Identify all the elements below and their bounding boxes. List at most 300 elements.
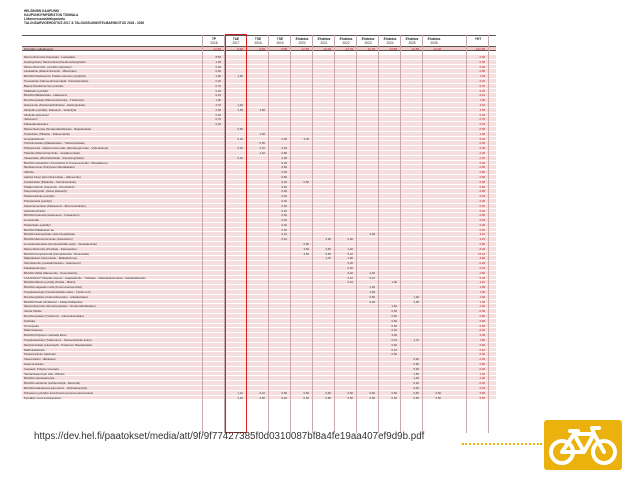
row-total: 0,40	[479, 218, 485, 223]
row-total: 0,50	[479, 126, 485, 131]
row-total: 0,20	[479, 112, 485, 117]
cell-value: 0,20	[215, 122, 221, 127]
row-total: 0,60	[479, 165, 485, 170]
row-total: 0,60	[479, 362, 485, 366]
cell-value: 0,60	[281, 174, 287, 179]
row-label: Baana Munkkiniemen puistotie	[24, 83, 64, 88]
row-total: 0,60	[479, 314, 485, 319]
row-label: Topeliuksenkatu (Nordenskiöldin aukio - Töölön tori)	[24, 290, 91, 295]
row-total: 0,70	[479, 83, 485, 88]
column-header-top: Ehdotus	[317, 37, 331, 41]
cell-value: 0,60	[391, 314, 397, 319]
row-label: Linnanmäki	[24, 218, 39, 223]
cell-value: 0,20	[237, 155, 243, 160]
cell-value: 0,30	[369, 299, 375, 304]
row-label: Huopalahdentie	[24, 136, 45, 141]
row-total: 0,60	[479, 213, 485, 218]
cell-value: 0,60	[281, 184, 287, 189]
row-label: Mannerheimintie (Nordenskiöldinkatu - Reijolankatu)	[24, 126, 92, 131]
row-label: Tukholmankatu (Mäkelänkatu - Tukholmankatu)	[24, 141, 85, 146]
cell-value: 0,50	[369, 390, 375, 395]
gridline	[290, 35, 291, 433]
row-label: Pohjoisranta - Aleksis Kiven katu (Runebergin katu - Viidenkulma)	[24, 146, 109, 151]
cell-value: 0,50	[281, 390, 287, 395]
row-total: 0,40	[479, 194, 485, 199]
row-total: 5,80	[479, 395, 485, 400]
cell-value: 3,50	[303, 246, 309, 251]
cell-value: 0,50	[259, 395, 265, 400]
row-label: BAANA Ilmala (Ilmalantori - Käskynhaltijantie)	[24, 299, 83, 304]
row-total: 5,20	[479, 275, 485, 280]
cell-value: 0,20	[347, 266, 353, 271]
cell-value: 0,40	[413, 366, 419, 371]
row-total: 1,10	[479, 280, 485, 285]
row-label: Vattuniemi	[24, 117, 38, 122]
row-total: 0,50	[479, 55, 485, 59]
row-total: 0,60	[479, 323, 485, 328]
cell-value: 5,10	[369, 275, 375, 280]
cell-value: 1,70	[325, 256, 331, 261]
cell-value: 0,40	[281, 218, 287, 223]
gridline	[246, 35, 247, 433]
row-total: 0,00	[479, 64, 485, 69]
row-label: Mannerheimintie, pyöräilyn järjestelyt	[24, 64, 72, 69]
gridline	[268, 35, 269, 433]
row-total: 0,20	[479, 88, 485, 93]
cell-value: 1,50	[391, 304, 397, 309]
row-total: 0,40	[479, 208, 485, 213]
cell-value: 0,60	[413, 362, 419, 366]
cell-value: 1,70	[413, 338, 419, 343]
cell-value: 0,60	[391, 318, 397, 323]
column-header-top: TSE	[254, 37, 262, 41]
column-header-year: 2023	[364, 41, 372, 45]
row-total: 1,00	[479, 376, 485, 381]
cell-value: 0,20	[237, 136, 243, 141]
row-label: Aleksanterinkatu	[24, 208, 46, 213]
row-label: Ormuspelto	[24, 323, 39, 328]
cell-value: 0,20	[347, 261, 353, 266]
header-line: KAUPUNKIYMPÄRISTÖN TOIMIALA	[24, 13, 79, 17]
summary-row	[22, 46, 496, 51]
cell-value: 0,20	[281, 395, 287, 400]
header-line: TALOUSARVIOEHDOTUS 2017 & TALOUSSUUNNITELMAEHDOTUS 2018 - 2026	[24, 21, 145, 25]
cell-value: 2,70	[259, 146, 265, 151]
cell-value: 0,40	[281, 208, 287, 213]
cell-value: 0,40	[413, 357, 419, 362]
row-label: Vanha Talvitie	[24, 309, 42, 314]
summary-value: 13,80	[389, 47, 397, 51]
cell-value: 0,60	[281, 165, 287, 170]
row-total: 2,80	[479, 270, 485, 275]
row-label: Runeberginkatu (Caloniuksenkatu - Arkadiankatu)	[24, 294, 88, 299]
row-label: Talikkalan pyöräilyt	[24, 88, 49, 93]
cell-value: 0,40	[347, 270, 353, 275]
summary-value: 12,70	[367, 47, 375, 51]
row-label: BAANA Pohjoinen meluaita Eiran	[24, 333, 67, 338]
row-label: Vanhankaupungin silta, Viikintie	[24, 371, 65, 376]
summary-value: 6,60	[237, 47, 243, 51]
row-total: 0,40	[479, 203, 485, 208]
gridline	[356, 35, 357, 433]
summary-value: 12,00	[433, 47, 441, 51]
column-header-year: 2022	[342, 41, 350, 45]
row-label: Tilkantie (Mannerheimintie - Vesijärvenkatu)	[24, 150, 81, 155]
gridline	[466, 35, 467, 433]
cell-value: 0,40	[281, 198, 287, 203]
row-label: Mannerheimintie Kaivokatu - Lasipalatsi	[24, 55, 76, 59]
row-label: BAANA Keskusta (Hakaniemi - Kaisaniemi)	[24, 213, 80, 218]
gridline	[488, 35, 489, 433]
column-header	[291, 37, 313, 45]
row-label: Hämeentie (Nordenskiöldinkatu - Helsinginkatu)	[24, 102, 86, 107]
row-label: BAANA Helsinginkatu viitta (Sepänkatu)	[24, 232, 76, 237]
cell-value: 0,10	[259, 390, 265, 395]
cell-value: 0,50	[303, 390, 309, 395]
row-total: 0,60	[479, 174, 485, 179]
cell-value: 0,80	[303, 242, 309, 247]
cell-value: 4,60	[303, 251, 309, 256]
column-header-year: 2020	[298, 41, 306, 45]
row-total: 0,60	[479, 318, 485, 323]
cell-value: 1,50	[237, 74, 243, 79]
row-label: Linnankoskenkatu (Nordenskiöldin aukio - Sandakerintie)	[24, 242, 98, 247]
column-header-top: Ehdotus	[295, 37, 309, 41]
row-label: Pasilankatu pyöräilyt	[24, 222, 51, 227]
row-label: Topeliuksenkatu (Tullinpuomi - Nordenskiöldin aukio)	[24, 338, 92, 343]
row-label: Pitäjänmäentie (Kaupintie - Ruoholahti)	[24, 184, 75, 189]
cell-value: 2,00	[347, 237, 353, 242]
cell-value: 0,80	[281, 150, 287, 155]
column-header	[379, 37, 401, 45]
column-header-year: 2018	[254, 41, 262, 45]
row-total: 1,00	[479, 98, 485, 103]
cell-value: 1,50	[259, 107, 265, 112]
row-total: 0,60	[479, 170, 485, 175]
summary-label: Pyöräilyn edistäminen	[24, 47, 54, 51]
column-header-top: Ehdotus	[339, 37, 353, 41]
row-label: Mäkelänkatu (Sturenkatu - Mäkelänrinne)	[24, 256, 78, 261]
row-total: 1,50	[479, 294, 485, 299]
row-label: BAANA Malmin pyöräily (Pasila - Malmi)	[24, 280, 76, 285]
row-label: Vaasankatu (Mechelininkatu - Runeberginkatu)	[24, 155, 85, 160]
summary-value: 6,80	[259, 47, 265, 51]
row-total: 0,20	[479, 381, 485, 386]
row-label: Kaisaniemenkatu (Kaisaniemi - Ehrensvärdintie)	[24, 203, 86, 208]
cell-value: 0,50	[413, 395, 419, 400]
column-header	[203, 37, 225, 45]
row-total: 0,60	[479, 69, 485, 74]
cell-value: 0,10	[281, 232, 287, 237]
cell-value: 0,50	[369, 395, 375, 400]
cell-value: 1,00	[391, 280, 397, 285]
cell-value: 2,00	[281, 136, 287, 141]
cell-value: 1,90	[347, 256, 353, 261]
cell-value: 2,70	[215, 102, 221, 107]
row-total: 0,70	[479, 117, 485, 122]
budget-rows	[22, 55, 496, 400]
cell-value: 5,50	[325, 251, 331, 256]
row-label: Kalastajantorppa	[24, 266, 46, 271]
gridline	[378, 35, 379, 433]
row-total: 0,80	[479, 242, 485, 247]
row-total: 0,30	[479, 160, 485, 165]
column-header-top: TAE	[232, 37, 240, 41]
row-label: Mechelininkatu (Länsiväylä - Pohjoinen Rautatiekatu)	[24, 342, 93, 347]
row-total: 0,40	[479, 328, 485, 333]
row-total: 2,20	[479, 155, 485, 160]
gridline	[400, 35, 401, 433]
column-header-top: Ehdotus	[405, 37, 419, 41]
column-header-year: 2017	[232, 41, 240, 45]
row-total: 0,60	[479, 189, 485, 194]
cell-value: 1,00	[215, 98, 221, 103]
row-total: 1,50	[479, 74, 485, 79]
row-label: BAANA Kalasatama (Hermanni - Vanhakaupunki)	[24, 385, 88, 390]
column-header-year: 2019	[276, 41, 284, 45]
cell-value: 0,10	[391, 347, 397, 352]
cell-value: 2,00	[281, 155, 287, 160]
cell-value: 0,40	[391, 328, 397, 333]
cell-value: 0,10	[215, 93, 221, 98]
header-line: Liikennesuunnittelupalvelu	[24, 17, 66, 21]
row-total: 0,50	[479, 309, 485, 314]
summary-value: 6,80	[281, 47, 287, 51]
cell-value: 4,90	[215, 74, 221, 79]
row-label: Malminkartano	[24, 328, 43, 333]
cell-value: 0,80	[325, 395, 331, 400]
row-total: 0,60	[479, 342, 485, 347]
cell-value: 0,60	[215, 69, 221, 74]
cell-value: 0,60	[281, 170, 287, 175]
cell-value: 2,00	[325, 237, 331, 242]
cell-value: 8,50	[215, 55, 221, 59]
column-header	[401, 37, 423, 45]
column-header-top: TP	[211, 37, 217, 41]
cell-value: 0,70	[215, 83, 221, 88]
cell-value: 0,10	[347, 280, 353, 285]
cell-value: 0,50	[347, 390, 353, 395]
row-label: BAANA Mäkelänkatu - Hakaniemi	[24, 93, 68, 98]
cell-value: 5,10	[347, 251, 353, 256]
column-header-top: TSE	[276, 37, 284, 41]
cell-value: 0,10	[281, 237, 287, 242]
cell-value: 0,20	[413, 381, 419, 386]
cell-value: 0,50	[369, 294, 375, 299]
column-header	[313, 37, 335, 45]
cell-value: 0,40	[281, 194, 287, 199]
row-label: Runeberginkatu (Töölöntori - Caloniuksenkatu)	[24, 314, 84, 319]
row-label: Pasilanraitiotie (Helsinki)	[24, 352, 56, 357]
cell-value: 1,30	[259, 131, 265, 136]
row-total: 1,30	[479, 131, 485, 136]
column-header-year: 2024	[386, 41, 394, 45]
cell-value: 0,50	[259, 141, 265, 146]
summary-value: 11,50	[301, 47, 309, 51]
summary-value: 12,00	[323, 47, 331, 51]
column-header	[269, 37, 291, 45]
row-total: 3,60	[479, 256, 485, 261]
summary-value: 11,60	[213, 47, 221, 51]
row-total: 0,40	[479, 198, 485, 203]
column-header-year: 2016	[210, 41, 218, 45]
row-label: Helsinginkatu, Mannerheimintie-Runeberginkatu	[24, 59, 86, 64]
row-total: 3,10	[479, 232, 485, 237]
row-total: 0,40	[479, 385, 485, 390]
row-label: Tuiskukatu (Tilkantie - Rakuunantie)	[24, 131, 71, 136]
cell-value: 0,10	[347, 275, 353, 280]
row-total: 0,10	[479, 93, 485, 98]
column-header	[423, 37, 445, 45]
row-label: Pohjoisen pyöräilyn koordinointi ja pienet parannukset	[24, 390, 94, 395]
row-label: BAANA Pasilanportti, Pasilan aseman ympäristö	[24, 74, 86, 79]
cell-value: 1,90	[369, 290, 375, 295]
summary-value: 121,90	[475, 47, 485, 51]
row-label: Itäväylän järjestelyt	[24, 112, 49, 117]
cell-value: 2,00	[215, 107, 221, 112]
row-total: 4,50	[479, 107, 485, 112]
row-total: 0,90	[479, 179, 485, 184]
gridline	[224, 35, 225, 433]
row-label: Vuosaari, Pohjois-Vuosaari	[24, 366, 59, 371]
row-label: Merikannontie (Pohjoinen Rautatiekatu)	[24, 165, 75, 170]
cell-value: 1,30	[237, 395, 243, 400]
cell-value: 3,30	[391, 333, 397, 338]
row-label: Pasilanraitiotie pyöräilyt	[24, 194, 55, 199]
row-label: BAANA Laajasalon silta (Kruunuvuorenranta)	[24, 285, 82, 290]
cell-value: 0,50	[413, 390, 419, 395]
row-label: Kustaankatu (Pitkäsilta - Sörnäistenkatu)	[24, 179, 77, 184]
column-header-top: YHT	[474, 37, 482, 41]
column-header	[357, 37, 379, 45]
row-label: Aleksis Kiven katu (Sturenkatu - Hämeentie)	[24, 174, 81, 179]
row-label: BAANA Mannerheimintie (Kaisaniemi)	[24, 237, 73, 242]
row-total: 0,60	[479, 184, 485, 189]
cell-value: 0,20	[215, 112, 221, 117]
cell-value: 3,00	[303, 136, 309, 141]
row-total: 0,10	[479, 347, 485, 352]
cell-value: 0,20	[215, 64, 221, 69]
cell-value: 1,00	[215, 59, 221, 64]
cell-value: 0,30	[281, 160, 287, 165]
row-total: 8,20	[479, 246, 485, 251]
row-total: 3,30	[479, 333, 485, 338]
cell-value: 0,50	[391, 352, 397, 357]
row-total: 0,50	[479, 352, 485, 357]
gridline	[202, 35, 203, 433]
row-label: Viikintie	[24, 170, 34, 175]
row-label: Runeberginkatu (Mannerheimintie - Töölöntori)	[24, 98, 84, 103]
cell-value: 0,40	[281, 203, 287, 208]
cell-value: 1,40	[237, 102, 243, 107]
row-total: 6,30	[479, 146, 485, 151]
cell-value: 0,20	[215, 88, 221, 93]
row-label: Mannerheimintie (Runeberginkatu - Nordenskiöldinkatu)	[24, 304, 96, 309]
source-url[interactable]: https://dev.hel.fi/paatokset/media/att/9f/9f77427385f0d0310087bf8a4fe19aa407ef9d9b.pdf	[34, 431, 425, 442]
row-total: 0,40	[479, 366, 485, 371]
row-total: 0,20	[479, 261, 485, 266]
cell-value: 2,40	[369, 270, 375, 275]
cell-value: 1,40	[259, 150, 265, 155]
row-total: 1,80	[479, 338, 485, 343]
row-total: 0,40	[479, 227, 485, 232]
row-total: 1,50	[479, 371, 485, 376]
cell-value: 0,40	[281, 227, 287, 232]
cell-value: 0,70	[215, 117, 221, 122]
row-total: 0,40	[479, 222, 485, 227]
gridline	[334, 35, 335, 433]
row-total: 1,90	[479, 290, 485, 295]
cell-value: 1,00	[413, 376, 419, 381]
row-label: BAANA Pitkäkosken tie	[24, 227, 54, 232]
cell-value: 1,00	[369, 285, 375, 290]
cell-value: 0,50	[391, 309, 397, 314]
document-header	[24, 9, 324, 25]
summary-value: 12,70	[345, 47, 353, 51]
row-label: Laukaantie (Ratsumiehentie - Mikonkatu)	[24, 69, 77, 74]
row-total: 1,30	[479, 299, 485, 304]
cell-value: 0,40	[281, 222, 287, 227]
cell-value: 0,50	[435, 395, 441, 400]
cell-value: 0,50	[391, 395, 397, 400]
row-total: 5,60	[479, 390, 485, 395]
row-label: BAANA Lauttasaarentie	[24, 376, 55, 381]
row-label: BAANA Lahdentie (Lahdenväylä - Maunula)	[24, 381, 80, 386]
row-label: Kalasatamakeskus	[24, 122, 49, 127]
row-total: 0,50	[479, 141, 485, 146]
column-header-year: 2025	[408, 41, 416, 45]
column-header	[247, 37, 269, 45]
column-header	[225, 37, 247, 45]
budget-table-page	[22, 7, 496, 433]
column-header-year: 2021	[320, 41, 328, 45]
cell-value: 3,50	[325, 246, 331, 251]
row-label: Kivihaka	[24, 318, 35, 323]
row-label: Sörnäistentie (Lautatarhankatu - Hakaniemi)	[24, 261, 81, 266]
summary-value: 12,80	[411, 47, 419, 51]
row-total: 0,20	[479, 266, 485, 271]
row-total: 4,10	[479, 102, 485, 107]
column-header-year: 2026	[430, 41, 438, 45]
cell-value: 0,20	[237, 146, 243, 151]
cell-value: 0,20	[215, 78, 221, 83]
cell-value: 0,60	[391, 342, 397, 347]
column-header	[467, 37, 489, 41]
row-label: Mannerheimintie (Postitalo - Kaivopuisto)	[24, 246, 77, 251]
cell-value: 1,50	[413, 371, 419, 376]
cell-value: 1,20	[347, 246, 353, 251]
cell-value: 1,10	[237, 390, 243, 395]
dotted-divider	[462, 443, 542, 445]
row-label: Pohjoisranta pyöräilyt	[24, 198, 52, 203]
row-label: Pyöräilyn muut kustannukset	[24, 395, 61, 400]
cell-value: 0,40	[413, 385, 419, 390]
row-label: LAAJASALO Yliskylän asema - Laajasalontie - Tullisaari - Säästöpankinranta - Kaitalahdenkatu	[24, 275, 146, 280]
column-header-top: Ehdotus	[361, 37, 375, 41]
cell-value: 0,60	[281, 189, 287, 194]
cell-value: 3,40	[281, 146, 287, 151]
cell-value: 0,10	[391, 338, 397, 343]
cell-value: 0,40	[281, 179, 287, 184]
header-line: HELSINGIN KAUPUNKI	[24, 9, 60, 13]
row-total: 1,00	[479, 285, 485, 290]
row-total: 5,20	[479, 136, 485, 141]
row-label: BAANA Kampinkenttä (Kampinkenttä - Ruoholahti)	[24, 251, 89, 256]
row-total: 4,10	[479, 237, 485, 242]
row-label: Tuusulantie (Hämeenlinnanväylä - Paciuksenkatu)	[24, 78, 89, 83]
table-row	[22, 396, 496, 401]
row-label: Kaupunkipyörät, yleiset järjestelyt	[24, 189, 67, 194]
